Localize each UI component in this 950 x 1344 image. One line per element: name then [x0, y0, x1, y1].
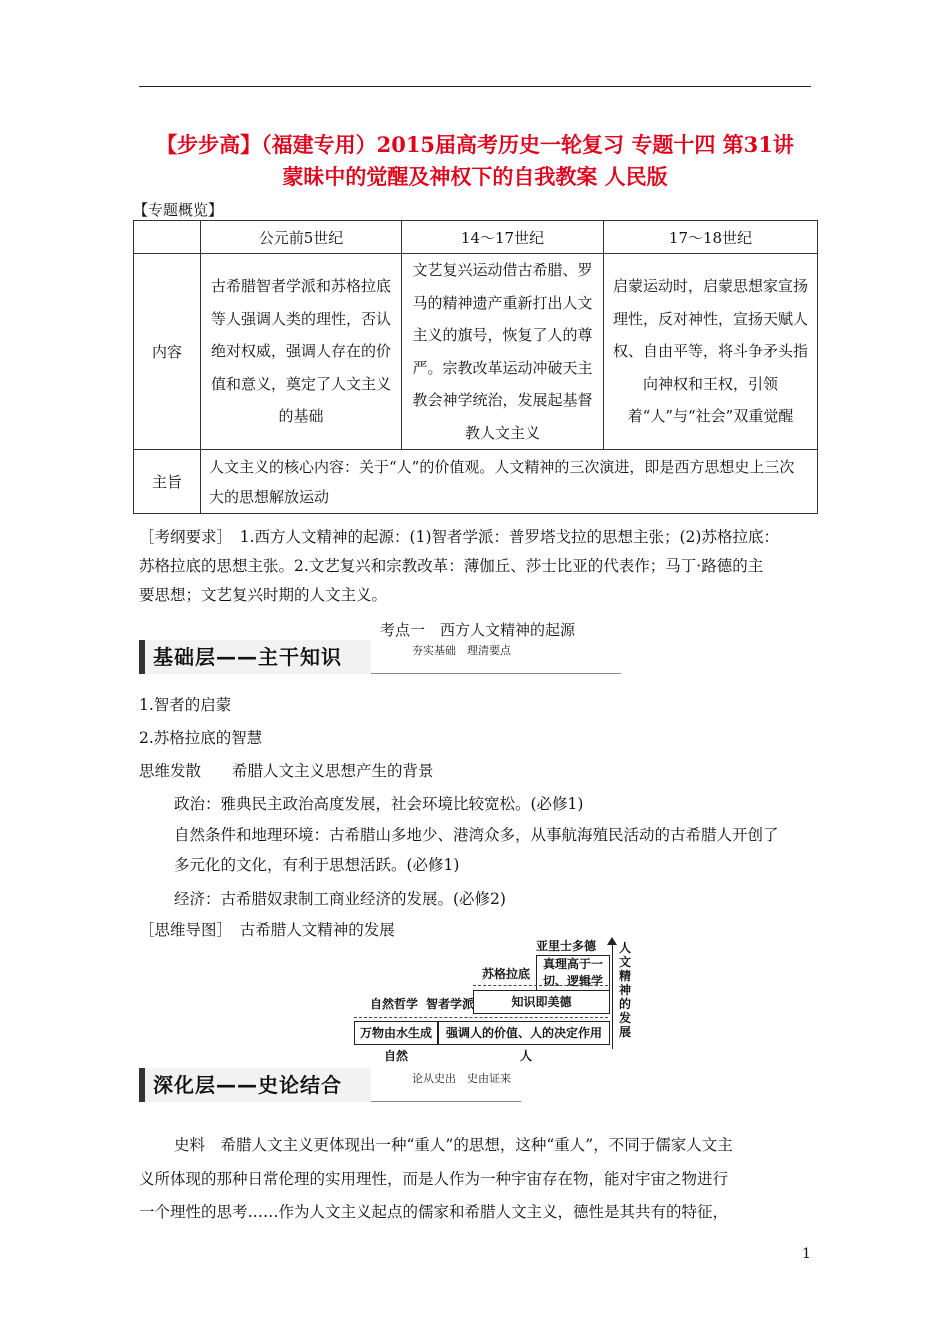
section-marker — [139, 640, 145, 674]
mindmap-water-box — [354, 1021, 438, 1045]
mindmap-knowledge: 知识即美德 — [511, 995, 572, 1009]
table-header-cell: 公元前5世纪 — [201, 221, 402, 254]
section-underline — [371, 1101, 521, 1102]
row-label-content: 内容 — [134, 254, 201, 450]
arrow-up-icon — [607, 937, 617, 945]
mindmap-label: ［思维导图］ 古希腊人文精神的发展 — [139, 921, 395, 939]
mindmap-natural-philosophy: 自然哲学 — [370, 997, 419, 1011]
mindmap-human-value-box — [438, 1021, 610, 1045]
thinking-heading: 思维发散 希腊人文主义思想产生的背景 — [139, 762, 434, 780]
section-underline — [371, 673, 621, 674]
table-header-cell — [134, 221, 201, 254]
content-cell-text: 古希腊智者学派和苏格拉底等人强调人类的理性，否认绝对权威，强调人存在的价值和意义，奠定了人文主义的基础 — [210, 277, 391, 426]
table-cell — [201, 254, 402, 450]
row-label-theme: 主旨 — [134, 450, 201, 514]
section-deep-subtitle: 论从史出 史由证来 — [412, 1072, 511, 1085]
nature-text-line2: 多元化的文化，有利于思想活跃。(必修1) — [174, 856, 460, 874]
section-basic-title: 基础层——主干知识 — [153, 645, 342, 669]
overview-table — [133, 220, 818, 514]
section-marker — [139, 1068, 145, 1102]
table-cell — [604, 254, 818, 450]
material-line2: 义所体现的那种日常伦理的实用理性，而是人作为一种宇宙存在物，能对宇宙之物进行 — [139, 1170, 729, 1188]
content-cell-text: 文艺复兴运动借古希腊、罗马的精神遗产重新打出人文主义的旗号，恢复了人的尊严。宗教改革运动冲破天主教会神学统治，发展起基督教人文主义 — [412, 261, 593, 442]
content-cell-text: 启蒙运动时，启蒙思想家宣扬理性，反对神性，宣扬天赋人权、自由平等，将斗争矛头指向神权和王权，引领着“人”与“社会”双重觉醒 — [612, 277, 808, 426]
table-header-cell: 14～17世纪 — [402, 221, 604, 254]
requirements-line2: 苏格拉底的思想主张。2.文艺复兴和宗教改革：薄伽丘、莎士比亚的代表作；马丁·路德的主 — [139, 557, 764, 575]
mindmap-dash — [473, 985, 608, 986]
list-item: 1.智者的启蒙 — [139, 696, 232, 714]
mindmap-human: 人 — [520, 1049, 533, 1063]
requirements-line3: 要思想；文艺复兴时期的人文主义。 — [139, 586, 388, 604]
mindmap-sophists: 智者学派 — [426, 997, 475, 1011]
table-header-cell: 17～18世纪 — [604, 221, 818, 254]
economy-text: 经济：古希腊奴隶制工商业经济的发展。(必修2) — [174, 890, 506, 908]
topic-title: 考点一 西方人文精神的起源 — [380, 621, 576, 639]
overview-label: 【专题概览】 — [133, 201, 224, 219]
material-line1: 史料 希腊人文主义更体现出一种“重人”的思想，这种“重人”，不同于儒家人文主 — [174, 1136, 733, 1154]
mindmap-socrates: 苏格拉底 — [482, 967, 531, 981]
section-deep-title: 深化层——史论结合 — [153, 1073, 342, 1097]
section-basic-header — [139, 640, 371, 674]
material-line3: 一个理性的思考……作为人文主义起点的儒家和希腊人文主义，德性是其共有的特征， — [139, 1203, 729, 1221]
table-header-row — [134, 221, 818, 254]
nature-text-line1: 自然条件和地理环境：古希腊山多地少、港湾众多，从事航海殖民活动的古希腊人开创了 — [174, 826, 779, 844]
header-rule — [139, 86, 811, 87]
table-cell — [201, 450, 818, 514]
table-row-content — [134, 254, 818, 450]
politics-text: 政治：雅典民主政治高度发展，社会环境比较宽松。(必修1) — [174, 795, 584, 813]
mindmap-axis — [612, 943, 613, 1049]
mindmap-aristotle: 亚里士多德 — [536, 939, 597, 953]
mindmap-nature: 自然 — [384, 1049, 409, 1063]
mindmap-truth-line2: 切、逻辑学 — [542, 974, 603, 988]
mindmap-side-label: 人文精神的发展 — [619, 941, 632, 1039]
mindmap-knowledge-box — [473, 990, 610, 1014]
theme-cell-text: 人文主义的核心内容：关于“人”的价值观。人文精神的三次演进，即是西方思想史上三次大的思想解放运动 — [209, 457, 795, 506]
mindmap — [340, 935, 640, 1065]
section-basic-subtitle: 夯实基础 理清要点 — [412, 644, 511, 657]
mindmap-human-value: 强调人的价值、人的决定作用 — [445, 1026, 602, 1040]
page-number: 1 — [802, 1246, 811, 1262]
section-deep-header — [139, 1068, 371, 1102]
mindmap-water: 万物由水生成 — [359, 1026, 432, 1040]
requirements-line1: ［考纲要求］ 1.西方人文精神的起源：(1)智者学派：普罗塔戈拉的思想主张；(2)苏格拉底： — [139, 528, 779, 546]
doc-title-line1: 【步步高】（福建专用）2015届高考历史一轮复习 专题十四 第31讲 — [156, 132, 794, 157]
doc-title-line2: 蒙昧中的觉醒及神权下的自我教案 人民版 — [282, 164, 668, 189]
table-row-theme — [134, 450, 818, 514]
list-item: 2.苏格拉底的智慧 — [139, 729, 263, 747]
table-cell — [402, 254, 604, 450]
mindmap-truth-line1: 真理高于一 — [542, 957, 603, 971]
mindmap-dash — [354, 1017, 608, 1018]
